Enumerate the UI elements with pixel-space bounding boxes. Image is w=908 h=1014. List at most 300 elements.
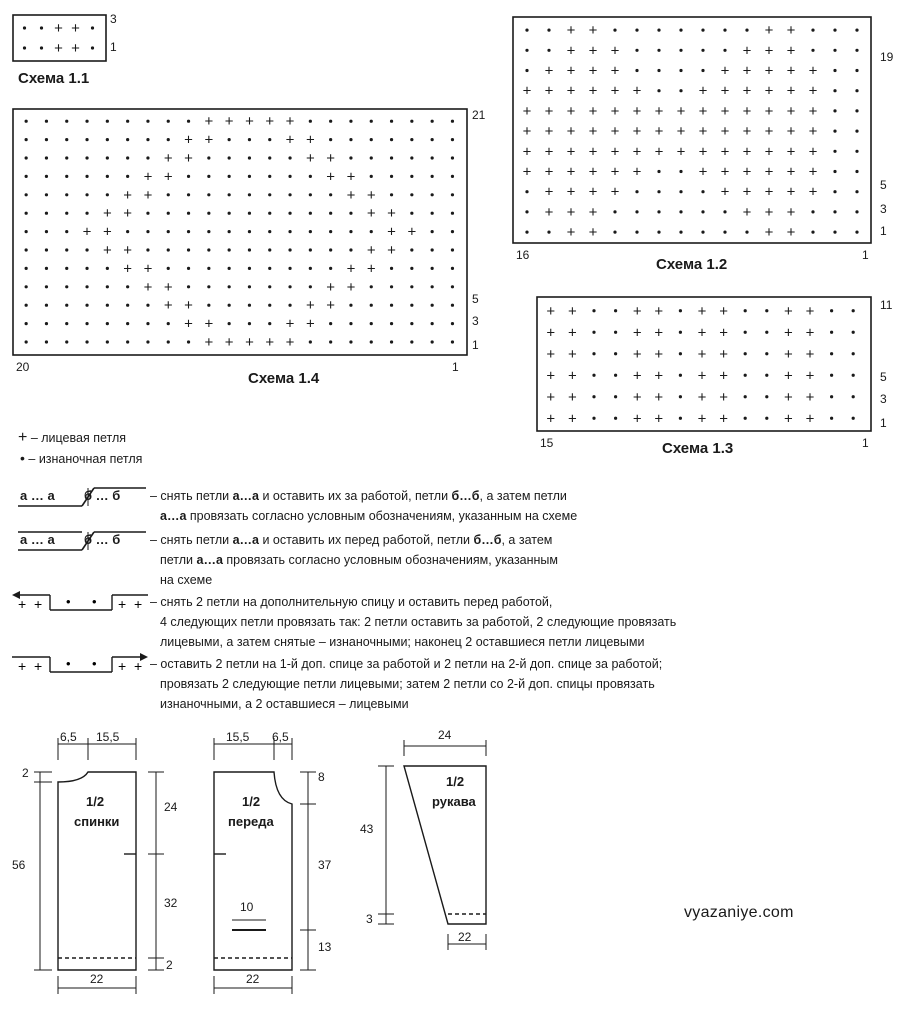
- svg-text:•: •: [92, 656, 97, 671]
- purl-stitch: [765, 352, 768, 355]
- purl-stitch: [547, 231, 550, 234]
- knit-stitch: +: [566, 82, 576, 100]
- purl-stitch: [679, 89, 682, 92]
- knit-stitch: +: [588, 102, 598, 120]
- knit-stitch: +: [654, 388, 664, 406]
- purl-stitch: [635, 29, 638, 32]
- knit-stitch: +: [764, 163, 774, 181]
- cable-front-symbol-a: а … а: [20, 532, 55, 547]
- knit-stitch: +: [245, 334, 254, 351]
- knit-stitch: +: [720, 163, 730, 181]
- knit-stitch: +: [184, 150, 193, 167]
- purl-stitch: [126, 230, 129, 233]
- purl-stitch: [25, 267, 28, 270]
- knit-stitch: +: [326, 168, 336, 186]
- purl-stitch: [410, 156, 413, 159]
- purl-stitch: [349, 230, 352, 233]
- purl-stitch: [833, 69, 836, 72]
- knit-stitch: +: [305, 315, 315, 333]
- knit-stitch: +: [522, 82, 532, 100]
- legend-purl-text: – изнаночная петля: [28, 452, 143, 466]
- purl-stitch: [451, 212, 454, 215]
- purl-stitch: [167, 193, 170, 196]
- purl-stitch: [23, 46, 26, 49]
- purl-stitch: [268, 322, 271, 325]
- purl-stitch: [855, 29, 858, 32]
- c1-part: провязать согласно условным обозначениям, указанным на схеме: [186, 509, 578, 523]
- purl-stitch: [431, 212, 434, 215]
- purl-stitch: [657, 190, 660, 193]
- purl-stitch: [248, 248, 251, 251]
- purl-stitch: [106, 285, 109, 288]
- purl-stitch: [592, 395, 595, 398]
- purl-stitch: [745, 231, 748, 234]
- knit-stitch: +: [698, 163, 708, 181]
- knit-stitch: +: [786, 102, 796, 120]
- scheme-1-1-row-1: 1: [110, 40, 117, 54]
- purl-stitch: [811, 210, 814, 213]
- purl-stitch: [390, 285, 393, 288]
- purl-stitch: [657, 69, 660, 72]
- purl-stitch: [855, 109, 858, 112]
- purl-stitch: [390, 120, 393, 123]
- knit-stitch: +: [184, 131, 193, 149]
- svg-text:+: +: [34, 658, 43, 674]
- purl-stitch: [830, 395, 833, 398]
- purl-stitch: [679, 417, 682, 420]
- purl-stitch: [309, 193, 312, 196]
- c2-part: и оставить их перед работой, петли: [258, 533, 474, 547]
- purl-stitch: [723, 210, 726, 213]
- knit-stitch: +: [654, 324, 664, 342]
- purl-stitch: [207, 267, 210, 270]
- purl-stitch: [701, 231, 704, 234]
- purl-stitch: [451, 230, 454, 233]
- purl-stitch: [833, 150, 836, 153]
- purl-stitch: [451, 138, 454, 141]
- purl-stitch: [701, 190, 704, 193]
- purl-stitch: [370, 175, 373, 178]
- purl-stitch: [701, 210, 704, 213]
- purl-stitch: [614, 395, 617, 398]
- purl-stitch: [228, 322, 231, 325]
- knit-stitch: +: [387, 242, 396, 259]
- purl-stitch: [723, 49, 726, 52]
- c2-part: провязать согласно условным обозначениям, указанным: [222, 553, 559, 567]
- purl-stitch: [852, 395, 855, 398]
- purl-stitch: [45, 138, 48, 141]
- knit-stitch: +: [719, 324, 728, 342]
- knit-stitch: +: [632, 388, 642, 406]
- purl-stitch: [65, 175, 68, 178]
- scheme-1-4-row-21: 21: [472, 108, 486, 122]
- knit-stitch: +: [742, 42, 752, 60]
- cable-right-desc-3: изнаночными, а 2 оставшиеся – лицевыми: [160, 697, 409, 711]
- knit-stitch: +: [366, 242, 376, 259]
- purl-stitch: [187, 285, 190, 288]
- purl-stitch: [65, 322, 68, 325]
- knit-stitch: +: [366, 186, 376, 204]
- purl-stitch: [855, 231, 858, 234]
- knit-stitch: +: [632, 82, 642, 100]
- purl-stitch: [830, 374, 833, 377]
- sleeve-label-1: 1/2: [446, 774, 465, 789]
- purl-stitch: [288, 304, 291, 307]
- purl-stitch: [833, 170, 836, 173]
- front-pocket: 10: [240, 900, 254, 914]
- purl-stitch-icon: •: [20, 450, 25, 466]
- purl-stitch: [701, 69, 704, 72]
- back-top-b: 15,5: [96, 730, 120, 744]
- front-right-a: 8: [318, 770, 325, 784]
- purl-stitch: [91, 26, 94, 29]
- knit-stitch: +: [676, 102, 686, 120]
- purl-stitch: [349, 340, 352, 343]
- purl-stitch: [91, 46, 94, 49]
- purl-stitch: [370, 138, 373, 141]
- scheme-1-4-title: Схема 1.4: [248, 370, 320, 387]
- purl-stitch: [855, 170, 858, 173]
- scheme-1-4-row-1: 1: [472, 338, 479, 352]
- purl-stitch: [187, 120, 190, 123]
- purl-stitch: [65, 267, 68, 270]
- purl-stitch: [187, 193, 190, 196]
- purl-stitch: [126, 322, 129, 325]
- scheme-1-4-col-1: 1: [452, 360, 459, 374]
- purl-stitch: [329, 340, 332, 343]
- purl-stitch: [248, 156, 251, 159]
- knit-stitch: +: [102, 205, 112, 223]
- purl-stitch: [25, 193, 28, 196]
- purl-stitch: [146, 230, 149, 233]
- knit-stitch: +: [698, 123, 708, 141]
- purl-stitch: [146, 248, 149, 251]
- purl-stitch: [248, 304, 251, 307]
- knit-stitch: +: [632, 367, 642, 385]
- purl-stitch: [370, 120, 373, 123]
- back-right-c: 2: [166, 958, 173, 972]
- purl-stitch: [329, 322, 332, 325]
- purl-stitch: [833, 130, 836, 133]
- purl-stitch: [146, 340, 149, 343]
- knit-stitch: +: [742, 62, 752, 80]
- knit-stitch: +: [566, 42, 576, 60]
- knit-stitch: +: [808, 62, 818, 80]
- purl-stitch: [613, 210, 616, 213]
- purl-stitch: [248, 322, 251, 325]
- purl-stitch: [40, 26, 43, 29]
- knit-stitch: +: [143, 278, 153, 296]
- purl-stitch: [635, 210, 638, 213]
- purl-stitch: [207, 248, 210, 251]
- purl-stitch: [679, 231, 682, 234]
- purl-stitch: [410, 175, 413, 178]
- purl-stitch: [25, 230, 28, 233]
- knit-stitch: +: [786, 183, 796, 201]
- scheme-1-2-grid: [512, 16, 872, 244]
- purl-stitch: [679, 190, 682, 193]
- scheme-1-4-col-20: 20: [16, 360, 30, 374]
- purl-stitch: [126, 156, 129, 159]
- svg-text:•: •: [66, 656, 71, 671]
- purl-stitch: [592, 374, 595, 377]
- knit-stitch: +: [720, 123, 730, 141]
- purl-stitch: [431, 175, 434, 178]
- purl-stitch: [679, 49, 682, 52]
- knit-stitch: +: [366, 260, 376, 278]
- knit-stitch: +: [568, 324, 577, 342]
- purl-stitch: [679, 29, 682, 32]
- sleeve-bottom: 22: [458, 930, 472, 944]
- knit-stitch: +: [764, 22, 774, 40]
- cable-left-desc-2: 4 следующих петли провязать так: 2 петли оставить за работой, 2 следующие провязать: [160, 615, 677, 629]
- purl-stitch: [85, 193, 88, 196]
- purl-stitch: [679, 331, 682, 334]
- purl-stitch: [852, 309, 855, 312]
- purl-stitch: [635, 49, 638, 52]
- knit-stitch: +: [544, 62, 554, 80]
- knit-stitch: +: [632, 102, 642, 120]
- purl-stitch: [855, 130, 858, 133]
- purl-stitch: [431, 138, 434, 141]
- front-right-b: 37: [318, 858, 332, 872]
- purl-stitch: [614, 331, 617, 334]
- purl-stitch: [451, 322, 454, 325]
- purl-stitch: [744, 417, 747, 420]
- purl-stitch: [25, 120, 28, 123]
- knit-stitch: +: [285, 334, 295, 351]
- purl-stitch: [268, 248, 271, 251]
- purl-stitch: [830, 309, 833, 312]
- knit-stitch: +: [544, 203, 554, 221]
- knit-stitch: +: [544, 183, 554, 201]
- purl-stitch: [25, 248, 28, 251]
- purl-stitch: [106, 193, 109, 196]
- purl-stitch: [309, 267, 312, 270]
- back-label-1: 1/2: [86, 794, 105, 809]
- cable-front-desc-2: [160, 550, 558, 570]
- purl-stitch: [451, 304, 454, 307]
- purl-stitch: [525, 49, 528, 52]
- scheme-1-4-row-3: 3: [472, 314, 479, 328]
- purl-stitch: [329, 138, 332, 141]
- scheme-1-3-row-3: 3: [880, 392, 887, 406]
- knit-stitch: +: [346, 168, 356, 186]
- purl-stitch: [25, 322, 28, 325]
- knit-stitch: +: [588, 163, 598, 181]
- knit-stitch: +: [82, 223, 92, 241]
- c2-bold: а…а: [232, 533, 259, 547]
- purl-stitch: [23, 26, 26, 29]
- knit-stitch: +: [71, 40, 80, 57]
- knit-stitch: +: [808, 183, 818, 201]
- purl-stitch: [613, 231, 616, 234]
- purl-stitch: [85, 138, 88, 141]
- knit-stitch: +: [346, 278, 356, 296]
- knit-stitch: +: [764, 203, 774, 221]
- knit-stitch: +: [123, 242, 133, 259]
- purl-stitch: [410, 340, 413, 343]
- purl-stitch: [855, 210, 858, 213]
- purl-stitch: [811, 49, 814, 52]
- purl-stitch: [228, 267, 231, 270]
- purl-stitch: [370, 322, 373, 325]
- knit-stitch: +: [784, 410, 793, 428]
- purl-stitch: [390, 156, 393, 159]
- knit-stitch: +: [546, 410, 556, 428]
- purl-stitch: [635, 69, 638, 72]
- purl-stitch: [45, 212, 48, 215]
- scheme-1-2-row-1: 1: [880, 224, 887, 238]
- knit-stitch: +: [544, 163, 554, 181]
- knit-stitch: +: [697, 302, 707, 320]
- cable-back-desc: [150, 486, 567, 506]
- purl-stitch: [25, 212, 28, 215]
- knit-stitch: +: [224, 113, 234, 131]
- purl-stitch: [370, 156, 373, 159]
- knit-stitch: +: [719, 302, 728, 320]
- front-label-2: переда: [228, 814, 274, 829]
- knit-stitch: +: [204, 334, 214, 351]
- purl-stitch: [525, 231, 528, 234]
- purl-stitch: [657, 170, 660, 173]
- knit-stitch: +: [566, 22, 576, 40]
- purl-stitch: [855, 69, 858, 72]
- knit-stitch: +: [786, 62, 796, 80]
- back-top-a: 6,5: [60, 730, 77, 744]
- purl-stitch: [309, 175, 312, 178]
- back-right-a: 24: [164, 800, 178, 814]
- purl-stitch: [65, 193, 68, 196]
- purl-stitch: [106, 340, 109, 343]
- purl-stitch: [614, 352, 617, 355]
- knit-stitch: +: [676, 143, 686, 161]
- purl-stitch: [65, 138, 68, 141]
- purl-stitch: [248, 230, 251, 233]
- knit-stitch: +: [588, 62, 598, 80]
- purl-stitch: [268, 193, 271, 196]
- purl-stitch: [126, 138, 129, 141]
- purl-stitch: [852, 352, 855, 355]
- purl-stitch: [451, 175, 454, 178]
- purl-stitch: [592, 331, 595, 334]
- purl-stitch: [187, 340, 190, 343]
- purl-stitch: [451, 267, 454, 270]
- purl-stitch: [525, 190, 528, 193]
- scheme-1-4-grid: [12, 108, 468, 356]
- knit-stitch: +: [285, 131, 295, 149]
- purl-stitch: [65, 304, 68, 307]
- knit-stitch: +: [204, 131, 214, 149]
- purl-stitch: [370, 285, 373, 288]
- knit-stitch: +: [764, 42, 774, 60]
- purl-stitch: [248, 138, 251, 141]
- c1-part: , а затем петли: [479, 489, 567, 503]
- knit-stitch: +: [742, 143, 752, 161]
- purl-stitch: [85, 248, 88, 251]
- purl-stitch: [547, 49, 550, 52]
- purl-stitch: [410, 212, 413, 215]
- cable-back-desc-2: [160, 506, 577, 526]
- purl-stitch: [614, 374, 617, 377]
- knit-stitch: +: [610, 62, 620, 80]
- purl-stitch: [830, 417, 833, 420]
- knit-stitch: +: [544, 123, 554, 141]
- scheme-1-3-row-5: 5: [880, 370, 887, 384]
- purl-stitch: [349, 248, 352, 251]
- knit-stitch: +: [632, 410, 642, 428]
- knit-stitch: +: [764, 102, 774, 120]
- purl-stitch: [852, 331, 855, 334]
- purl-stitch: [855, 190, 858, 193]
- svg-text:+: +: [134, 658, 143, 674]
- purl-stitch: [657, 210, 660, 213]
- purl-stitch: [248, 175, 251, 178]
- purl-stitch: [547, 29, 550, 32]
- purl-stitch: [525, 69, 528, 72]
- purl-stitch: [723, 231, 726, 234]
- purl-stitch: [451, 193, 454, 196]
- sleeve-top: 24: [438, 728, 452, 742]
- purl-stitch: [45, 304, 48, 307]
- purl-stitch: [207, 156, 210, 159]
- purl-stitch: [723, 29, 726, 32]
- knit-stitch: +: [654, 367, 664, 385]
- knit-stitch: +: [720, 183, 730, 201]
- scheme-1-2-col-1: 1: [862, 248, 869, 262]
- purl-stitch: [65, 120, 68, 123]
- purl-stitch: [146, 156, 149, 159]
- purl-stitch: [833, 89, 836, 92]
- knit-stitch: +: [632, 302, 642, 320]
- svg-text:+: +: [118, 596, 127, 612]
- purl-stitch: [431, 285, 434, 288]
- knit-stitch: +: [697, 345, 707, 363]
- knit-stitch: +: [123, 260, 133, 278]
- knit-stitch: +: [764, 143, 774, 161]
- purl-stitch: [228, 304, 231, 307]
- purl-stitch: [85, 322, 88, 325]
- knit-stitch: +: [566, 203, 576, 221]
- knit-stitch: +: [805, 302, 815, 320]
- knit-stitch: +: [546, 345, 556, 363]
- purl-stitch: [431, 156, 434, 159]
- scheme-1-2-row-19: 19: [880, 50, 894, 64]
- knit-stitch: +: [265, 334, 275, 351]
- knit-stitch: +: [610, 183, 620, 201]
- purl-stitch: [268, 230, 271, 233]
- knit-stitch: +: [204, 315, 214, 333]
- knit-stitch: +: [654, 410, 664, 428]
- purl-stitch: [855, 150, 858, 153]
- purl-stitch: [248, 267, 251, 270]
- purl-stitch: [146, 212, 149, 215]
- purl-stitch: [329, 193, 332, 196]
- knit-stitch: +: [764, 224, 774, 242]
- purl-stitch: [65, 340, 68, 343]
- purl-stitch: [451, 120, 454, 123]
- front-bottom: 22: [246, 972, 260, 986]
- knit-stitch: +: [566, 183, 576, 201]
- purl-stitch: [635, 190, 638, 193]
- purl-stitch: [167, 230, 170, 233]
- purl-stitch: [288, 285, 291, 288]
- knit-stitch: +: [786, 224, 796, 242]
- purl-stitch: [288, 193, 291, 196]
- purl-stitch: [855, 49, 858, 52]
- purl-stitch: [765, 374, 768, 377]
- purl-stitch: [833, 29, 836, 32]
